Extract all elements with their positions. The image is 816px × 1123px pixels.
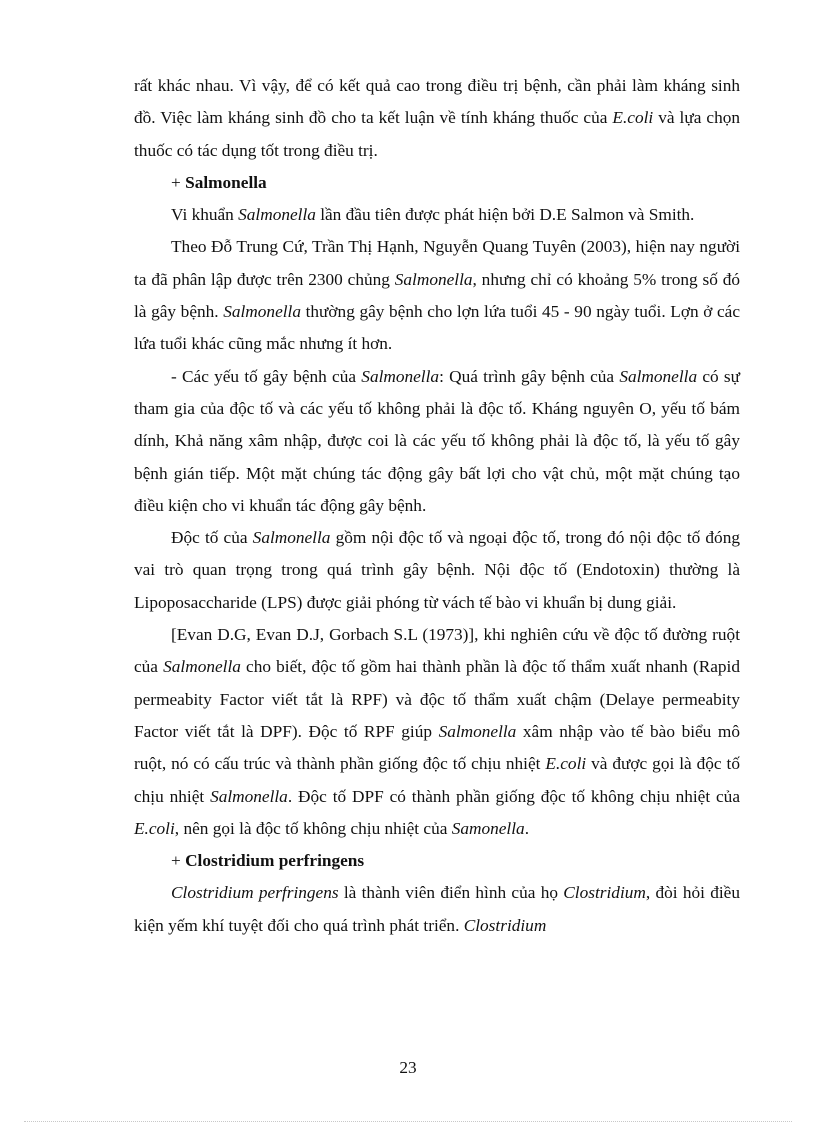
italic-term: Salmonella xyxy=(619,366,698,386)
italic-term: Salmonella xyxy=(210,786,288,806)
text-run: , nên gọi là độc tố không chịu nhiệt của xyxy=(174,818,452,838)
document-body xyxy=(134,70,740,942)
heading-title: Salmonella xyxy=(185,172,267,192)
italic-term: E.coli xyxy=(134,818,175,838)
text-run: Theo Đỗ Trung Cứ, Trần Thị Hạnh, Nguyễn Quang Tuyên (2003), hiện nay người ta đã phân lập được trên 2300 chủng xyxy=(134,237,740,289)
paragraph-2 xyxy=(134,199,740,231)
page-bottom-divider xyxy=(24,1121,792,1122)
italic-term: Clostridium xyxy=(563,883,646,903)
text-run: cho biết, độc tố gồm hai thành phần là độc tố thẩm xuất nhanh (Rapid permeabity Factor viết tắt là RPF) và độc tố thẩm xuất chậm (Delaye permeabity Factor viết tắt là DPF). Độc tố RPF giúp xyxy=(134,657,740,741)
paragraph-3 xyxy=(134,231,740,360)
italic-term: Salmonella xyxy=(252,528,331,548)
text-run: : Quá trình gây bệnh của xyxy=(439,366,620,386)
heading-salmonella xyxy=(134,167,740,199)
text-run: Vi khuẩn xyxy=(171,205,239,225)
page-number: 23 xyxy=(399,1058,417,1077)
text-run: , nhưng chỉ có khoảng 5% trong số đó là gây bệnh. xyxy=(134,269,740,322)
text-run: , đòi hỏi điều kiện yếm khí tuyệt đối cho quá trình phát triển. xyxy=(134,883,740,935)
text-run: xâm nhập vào tế bào biểu mô ruột, nó có cấu trúc và thành phần giống độc tố chịu nhiệt xyxy=(134,721,740,774)
italic-term: E.coli xyxy=(612,108,654,128)
text-run: - Các yếu tố gây bệnh của xyxy=(171,366,362,386)
text-run: thường gây bệnh cho lợn lứa tuổi 45 - 90 ngày tuổi. Lợn ở các lứa tuổi khác cũng mắc nhưng ít hơn. xyxy=(134,302,740,354)
text-run: và lựa chọn thuốc có tác dụng tốt trong điều trị. xyxy=(134,108,740,160)
italic-term: Salmonella xyxy=(163,657,241,677)
text-run: và được gọi là độc tố chịu nhiệt xyxy=(134,754,740,806)
text-run: . Độc tố DPF có thành phần giống độc tố không chịu nhiệt của xyxy=(287,786,740,806)
paragraph-4 xyxy=(134,361,740,522)
text-run: gồm nội độc tố và ngoại độc tố, trong đó nội độc tố đóng vai trò quan trọng trong quá trình gây bệnh. Nội độc tố (Endotoxin) thường là Lipoposaccharide (LPS) được giải phóng từ vách tế bào vi khuẩn bị dung giải. xyxy=(134,528,740,612)
italic-term: Salmonella xyxy=(238,205,316,225)
italic-term: Samonella xyxy=(451,818,525,838)
paragraph-5 xyxy=(134,522,740,619)
italic-term: Clostridium perfringens xyxy=(171,883,339,903)
paragraph-7 xyxy=(134,877,740,942)
text-run: [Evan D.G, Evan D.J, Gorbach S.L (1973)], khi nghiên cứu về độc tố đường ruột của xyxy=(134,625,740,677)
italic-term: Salmonella xyxy=(223,302,301,322)
italic-term: Clostridium xyxy=(463,915,547,935)
paragraph-6 xyxy=(134,619,740,845)
italic-term: Salmonella xyxy=(361,366,440,386)
text-run: . xyxy=(524,818,530,838)
paragraph-1 xyxy=(134,70,740,167)
text-run: rất khác nhau. Vì vậy, để có kết quả cao trong điều trị bệnh, cần phải làm kháng sinh đồ. Việc làm kháng sinh đồ cho ta kết luận về tính kháng thuốc của xyxy=(134,76,740,128)
italic-term: E.coli xyxy=(545,754,587,774)
text-run: là thành viên điển hình của họ xyxy=(338,883,564,903)
heading-title: Clostridium perfringens xyxy=(185,851,365,871)
italic-term: Salmonella xyxy=(394,269,473,289)
heading-bullet: + xyxy=(171,851,186,871)
italic-term: Salmonella xyxy=(438,721,517,741)
heading-bullet: + xyxy=(171,172,186,192)
text-run: lần đầu tiên được phát hiện bởi D.E Salmon và Smith. xyxy=(315,205,695,225)
text-run: Độc tố của xyxy=(171,528,253,548)
heading-clostridium xyxy=(134,845,740,877)
text-run: có sự tham gia của độc tố và các yếu tố không phải là độc tố. Kháng nguyên O, yếu tố bám dính, Khả năng xâm nhập, được coi là các yếu tố không phải là độc tố, là yếu tố gây bệnh gián tiếp. Một mặt chúng tác động gây bất lợi cho vật chủ, một mặt chúng tạo điều kiện cho vi khuẩn tác động gây bệnh. xyxy=(134,366,740,515)
